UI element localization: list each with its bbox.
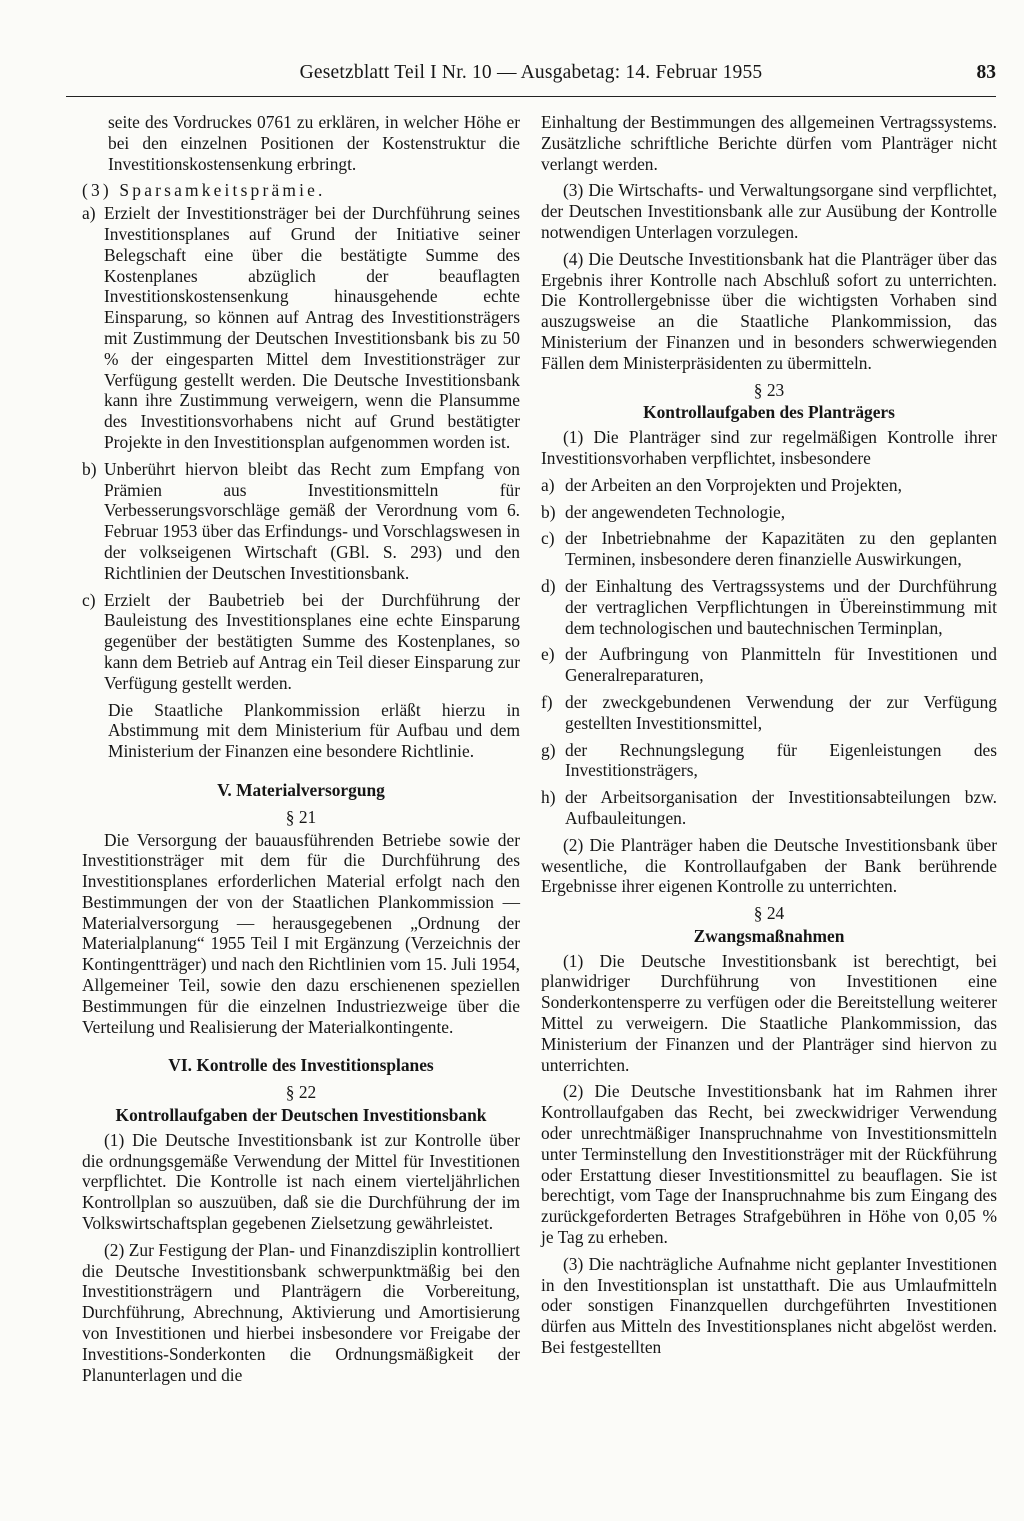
section-heading-vi: VI. Kontrolle des Investitionsplanes (168, 1055, 434, 1076)
list-text: der Arbeitsorganisation der Investitionsabteilungen bzw. Aufbauleitungen. (565, 787, 997, 828)
list-text: der zweckgebundenen Verwendung der zur Verfügung gestellten Investitionsmittel, (565, 691, 997, 733)
list-text: der Aufbringung von Planmitteln für Investitionen und Generalreparaturen, (565, 644, 997, 686)
paragraph: (2) Zur Festigung der Plan- und Finanzdisziplin kontrolliert die Deutsche Investitionsbank schwerpunktmäßig bei den Investitionsträgern und Planträgern die Vorbereitung, Durchführung, Abrechnung, Aktivierung und Amortisierung von Investitionen und hierbei insbesondere vor Freigabe der Investitions-Sonderkonten die Ordnungsmäßigkeit der Planunterlagen und die (82, 1239, 520, 1385)
list-marker: b) (82, 458, 97, 479)
list-item-b (82, 459, 520, 584)
paragraph: Die Versorgung der bauausführenden Betriebe sowie der Investitionsträger mit dem für die Durchführung des Investitionsplanes erforderlichen Material erfolgt nach den Bestimmungen der von der Staatlichen Plankommission — Materialversorgung — herausgegebenen „Ordnung der Materialplanung“ 1955 Teil I mit Ergänzung (Verzeichnis der Kontingentträger) und nach den Richtlinien vom 15. Juli 1954, Allgemeiner Teil, sowie den dazu erschienenen speziellen Bestimmungen für die einzelnen Industriezweige über die Verteilung und Realisierung der Materialkontingente. (82, 829, 520, 1037)
list-text: Erzielt der Baubetrieb bei der Durchführung der Bauleistung des Investitionsplanes eine echte Einsparung gegenüber der bestätigten Summe des Kostenplanes, so kann dem Betrieb auf Antrag ein Teil dieser Einsparung zur Verfügung gestellt werden. (104, 589, 520, 693)
paragraph-title: Zwangsmaßnahmen (693, 925, 845, 946)
right-column (541, 112, 997, 1364)
paragraph: (3) Die nachträgliche Aufnahme nicht geplanter Investitionen in den Investitionsplan ist unstatthaft. Die aus Umlaufmitteln oder sonstigen Finanzquellen durchgeführten Investitionen dürfen aus Mitteln des Investitionsplanes nicht abgelöst werden. Bei festgestellten (541, 1253, 997, 1358)
paragraph: (4) Die Deutsche Investitionsbank hat die Planträger über das Ergebnis ihrer Kontrolle nach Abschluß sofort zu unterrichten. Die Kontrollergebnisse über die wichtigsten Vorhaben sind auszugsweise an die Staatliche Plankommission, das Ministerium der Finanzen und in besonders schwerwiegenden Fällen dem Ministerpräsidenten zu übermitteln. (541, 248, 997, 373)
list-item-a (82, 203, 520, 453)
paragraph: (1) Die Deutsche Investitionsbank ist berechtigt, bei planwidriger Durchführung von Investitionen eine Sonderkontensperre zu verfügen oder die Bereitstellung weiterer Mittel zu verweigern. Die Staatliche Plankommission, das Ministerium der Finanzen und der Planträger sind hiervon zu unterrichten. (541, 950, 997, 1075)
left-column (82, 112, 520, 1391)
paragraph: (1) Die Deutsche Investitionsbank ist zur Kontrolle über die ordnungsgemäße Verwendung der Mittel für Investitionen verpflichtet. Die Kontrolle ist nach einem vierteljährlichen Kontrollplan so auszuüben, daß sie die Durchführung der im Volkswirtschaftsplan gegebenen Zielsetzung gewährleistet. (82, 1129, 520, 1234)
list-item (541, 644, 997, 686)
paragraph-number: § 24 (753, 903, 785, 924)
list-text: der angewendeten Technologie, (565, 501, 786, 522)
paragraph: (1) Die Planträger sind zur regelmäßigen Kontrolle ihrer Investitionsvorhaben verpflichtet, insbesondere (541, 427, 997, 468)
paragraph: Die Staatliche Plankommission erläßt hierzu in Abstimmung mit dem Ministerium für Aufbau und dem Ministerium der Finanzen eine besondere Richtlinie. (108, 699, 520, 762)
list-marker: e) (541, 644, 555, 665)
list-item (541, 787, 997, 829)
list-item (541, 528, 997, 570)
paragraph-number: § 22 (285, 1082, 317, 1103)
list-text: der Inbetriebnahme der Kapazitäten zu den geplanten Terminen, insbesondere deren finanzielle Auswirkungen, (565, 528, 997, 570)
list-marker: a) (541, 474, 555, 495)
paragraph-title: Kontrollaufgaben des Planträgers (643, 402, 895, 423)
list-text: der Arbeiten an den Vorprojekten und Projekten, (565, 474, 902, 495)
header-title: Gesetzblatt Teil I Nr. 10 — Ausgabetag: 14. Februar 1955 (299, 62, 763, 83)
paragraph: (2) Die Deutsche Investitionsbank hat im Rahmen ihrer Kontrollaufgaben das Recht, bei zweckwidriger Verwendung oder unrechtmäßiger Inanspruchnahme von Investitionsmitteln unter Terminstellung den Investitionsträger mit der Rückführung oder Erstattung dieser Investitionsmittel zu beauflagen. Sie ist berechtigt, vom Tage der Inanspruchnahme bis zum Eingang des zurückgeforderten Betrages Strafgebühren in Höhe von 0,05 % je Tag zu erheben. (541, 1081, 997, 1248)
paragraph: (3) Die Wirtschafts- und Verwaltungsorgane sind verpflichtet, der Deutschen Investitionsbank alle zur Ausübung der Kontrolle notwendigen Unterlagen vorzulegen. (541, 180, 997, 242)
paragraph: seite des Vordruckes 0761 zu erklären, in welcher Höhe er bei den einzelnen Positionen der Kostenstruktur die Investitionskostensenkung erbringt. (108, 112, 520, 174)
list-marker: g) (541, 739, 556, 760)
paragraph-number: § 23 (753, 379, 785, 400)
list-item (541, 502, 997, 523)
list-marker: c) (82, 589, 96, 610)
page-number: 83 (976, 62, 996, 83)
list-marker: h) (541, 787, 556, 808)
list-text: der Einhaltung des Vertragssystems und der Durchführung der vertraglichen Verpflichtungen in Übereinstimmung mit dem technologischen und bautechnischen Terminplan, (565, 575, 997, 638)
list-item (541, 475, 997, 496)
paragraph-title: Kontrollaufgaben der Deutschen Investitionsbank (115, 1105, 487, 1126)
paragraph: (2) Die Planträger haben die Deutsche Investitionsbank über wesentliche, die Kontrollaufgaben der Bank berührende Ergebnisse ihrer eigenen Kontrolle zu unterrichten. (541, 834, 997, 897)
paragraph-number: § 21 (285, 806, 317, 827)
list-item-c (82, 590, 520, 694)
list-item (541, 576, 997, 638)
list-marker: b) (541, 501, 556, 522)
page-header (66, 56, 996, 97)
list-marker: d) (541, 575, 556, 596)
list-text: Unberührt hiervon bleibt das Recht zum Empfang von Prämien aus Investitionsmitteln für Verbesserungsvorschläge gemäß der Verordnung vom 6. Februar 1953 über das Erfindungs- und Vorschlagswesen in der volkseigenen Wirtschaft (GBl. S. 293) und den Richtlinien der Deutschen Investitionsbank. (104, 458, 520, 583)
list-marker: f) (541, 691, 553, 712)
subsection-heading: (3) Sparsamkeitsprämie. (82, 180, 326, 201)
list-marker: a) (82, 203, 96, 224)
section-heading-v: V. Materialversorgung (217, 779, 385, 800)
list-item (541, 740, 997, 782)
list-text: der Rechnungslegung für Eigenleistungen des Investitionsträgers, (565, 739, 997, 781)
list-item (541, 692, 997, 734)
paragraph: Einhaltung der Bestimmungen des allgemeinen Vertragssystems. Zusätzliche schriftliche Berichte dürfen vom Planträger nicht verlangt werden. (541, 112, 997, 174)
list-marker: c) (541, 528, 555, 549)
list-text: Erzielt der Investitionsträger bei der Durchführung seines Investitionsplanes auf Grund der Initiative seiner Belegschaft eine über die bestätigte Summe des Kostenplanes abzüglich der beauflagten Investitionskostensenkung hinausgehende echte Einsparung, so können auf Antrag des Investitionsträgers mit Zustimmung der Deutschen Investitionsbank bis zu 50 % der eingesparten Mittel dem Investitionsträger zur Verfügung gestellt werden. Die Deutsche Investitionsbank kann ihre Zustimmung verweigern, wenn die Plansumme des Investitionsvorhabens nicht auf Grund bestätigter Projekte in den Investitionsplan aufgenommen worden ist. (104, 203, 520, 452)
